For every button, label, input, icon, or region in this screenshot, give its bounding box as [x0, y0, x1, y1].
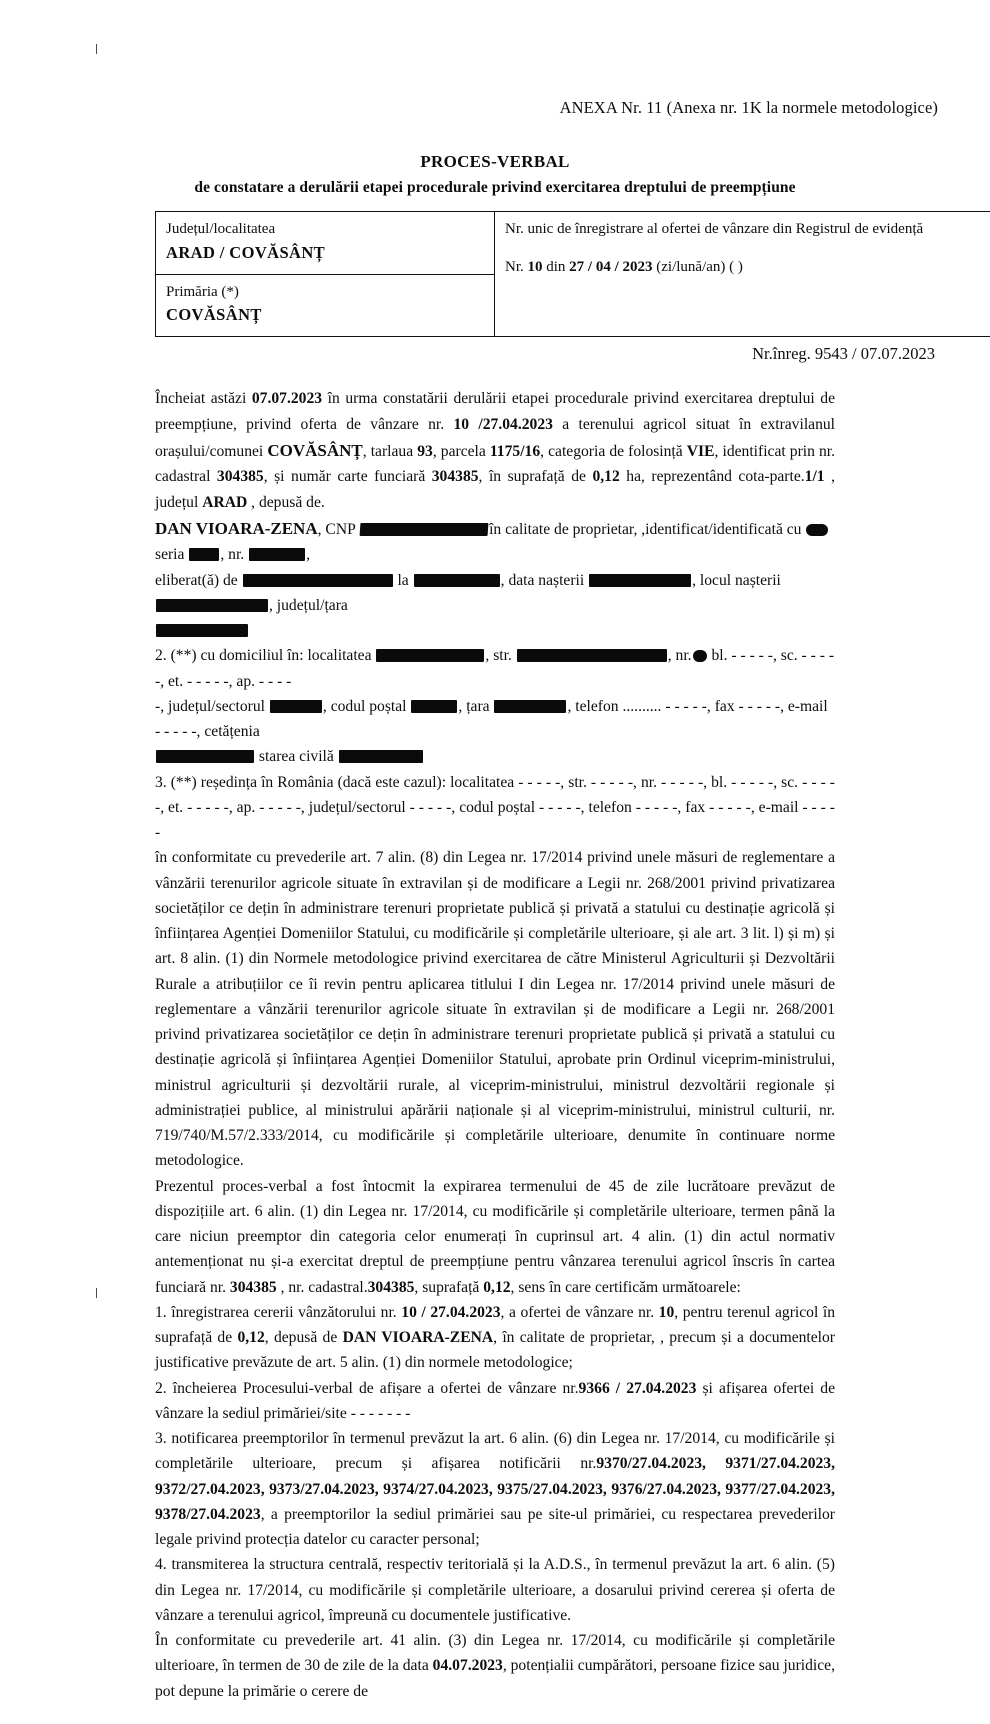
judet-label: Județul/localitatea [166, 219, 484, 241]
intro-text-d: , tarlaua [363, 443, 417, 460]
p6-text-b: , nr. cadastral. [277, 1279, 368, 1296]
intro-tarla: 93 [417, 443, 433, 460]
domicile-label: 2. (**) cu domiciliul în: localitatea [155, 647, 375, 664]
p6-text-c: , suprafață [414, 1279, 483, 1296]
primaria-cell [156, 274, 495, 337]
owner-text-b: în calitate de proprietar, ,identificat/identificată cu [489, 521, 805, 538]
intro-text-a: Încheiat astăzi [155, 390, 252, 407]
issued-label: eliberat(ă) de [155, 572, 242, 589]
intro-offer-nr: 10 /27.04.2023 [454, 416, 553, 433]
redaction-postal [411, 700, 457, 713]
contact-rest: , telefon .......... - - - - -, fax - - - - -, e-mail - - - - -, cetățenia [155, 698, 828, 740]
intro-cadastral: 304385 [217, 468, 264, 485]
nr-unic-value-line [505, 257, 990, 279]
paragraph-domicile-2 [155, 694, 835, 745]
paragraph-art41 [155, 1628, 835, 1704]
redaction-county [156, 624, 248, 637]
paragraph-intro [155, 386, 835, 515]
nr-din: din [546, 259, 565, 275]
item2-text-a: 2. încheierea Procesului-verbal de afișare a ofertei de vânzare nr. [155, 1380, 579, 1397]
item-4: 4. transmiterea la structura centrală, respectiv teritorială și la A.D.S., în termenul prevăzut la art. 6 alin. (5) din Legea nr. 17/2014, cu modificările și completările ulterioare, a dosarului privind cererea și oferta de vânzare a terenului agricol, împreună cu documentele justificative. [155, 1552, 835, 1628]
owner-cnp-label: , CNP [318, 521, 359, 538]
judet-value: ARAD / COVĂSÂNȚ [166, 241, 484, 265]
p6-text-a: Prezentul proces-verbal a fost întocmit la expirarea termenului de 45 de zile lucrătoare prevăzut de dispozițiile art. 6 alin. (1) din Legea nr. 17/2014, cu modificările și completările ulterioare, termen până la care niciun preemptor din categoria celor enumerați în cuprinsul art. 4 alin. (1) din actul normativ antemenționat nu și-a exercitat dreptul de preempțiune pentru vânzarea terenului agricol înscris în cartea funciară nr. [155, 1178, 835, 1296]
domicile-nr-label: , nr. [668, 647, 692, 664]
intro-date: 07.07.2023 [252, 390, 322, 407]
intro-text-b: în urma constatării derulării etapei procedurale privind exercitarea dreptului de preempțiune, privind oferta de vânzare nr. [155, 390, 835, 432]
redaction-country [494, 700, 566, 713]
intro-text-i: , în suprafață de [479, 468, 593, 485]
item2-text-b: și afișarea ofertei de vânzare la sediul primăriei/site - - - - - - - [155, 1380, 835, 1422]
paragraph-legal-basis: în conformitate cu prevederile art. 7 alin. (8) din Legea nr. 17/2014 privind unele măsuri de reglementare a vânzării terenurilor agricole situate în extravilan și de modificare a Legii nr. 268/2001 privind privatizarea societăților ce dețin în administrare terenuri proprietate publică și privată a statului cu destinație agricolă și înființarea Agenției Domeniilor Statului, cu modificările și completările ulterioare, și ale art. 3 lit. l) și m) și art. 8 alin. (1) din Normele metodologice privind exercitarea de către Ministerul Agriculturii și Dezvoltării Rurale a atribuțiilor ce îi revin pentru aplicarea titlului I din Legea nr. 17/2014 privind unele măsuri de reglementare a vânzării terenurilor agricole situate în extravilan și de modificare a Legii nr. 268/2001 privind privatizarea societăților ce dețin în administrare terenuri proprietate publică și privată a statului cu destinație agricolă și înființarea Agenției Domeniilor Statului, aprobate prin Ordinul viceprim-ministrului, ministrul agriculturii și dezvoltării rurale, al viceprim-ministrului, ministrul dezvoltării regionale și administrației publice, al ministrului apărării naționale și al viceprim-ministrului, ministrul culturii, nr. 719/740/M.57/2.333/2014, cu modificările și completările ulterioare, denumite în continuare norme metodologice. [155, 845, 835, 1173]
p6-cf: 304385 [230, 1279, 277, 1296]
judet-cell [156, 212, 495, 275]
item1-text-c: , pentru terenul agricol în suprafață de [155, 1304, 835, 1346]
redaction-sector [270, 700, 322, 713]
item1-request-nr: 10 / 27.04.2023 [401, 1304, 500, 1321]
paragraph-redaction-line [155, 618, 835, 643]
paragraph-residence: 3. (**) reședința în România (dacă este cazul): localitatea - - - - -, str. - - - - -, nr. - - - - -, bl. - - - - -, sc. - - - - -, et. - - - - -, ap. - - - - -, județul/sectorul - - - - -, codul poștal - - - - -, telefon - - - - -, fax - - - - -, e-mail - - - - - [155, 770, 835, 846]
header-info-table [155, 211, 990, 337]
redaction-issue-date [414, 574, 500, 587]
redaction-citizenship [156, 750, 254, 763]
item1-owner-name: DAN VIOARA-ZENA [343, 1329, 494, 1346]
domicile-street-label: , str. [485, 647, 515, 664]
domicile-rest: bl. - - - - -, sc. - - - - -, et. - - - - -, ap. - - - - [155, 647, 834, 689]
redaction-id-nr [249, 548, 305, 561]
redaction-cnp [360, 523, 489, 536]
primaria-value: COVĂSÂNȚ [166, 303, 484, 327]
birthdate-label: , data nașterii [501, 572, 588, 589]
document-title: PROCES-VERBAL [30, 152, 960, 172]
redaction-birthdate [589, 574, 691, 587]
document-body [155, 386, 835, 1704]
nr-suffix: (zi/lună/an) ( ) [656, 259, 743, 275]
redaction-id-type [806, 524, 828, 536]
redaction-street [517, 649, 667, 662]
redaction-house-nr [693, 650, 707, 662]
item-3 [155, 1426, 835, 1552]
paragraph-owner [155, 515, 835, 568]
intro-text-e: , parcela [433, 443, 490, 460]
p7-text-a: În conformitate cu prevederile art. 41 alin. (3) din Legea nr. 17/2014, cu modificările și completările ulterioare, în termen de 30 de zile de la data [155, 1632, 835, 1674]
postal-label: , codul poștal [323, 698, 411, 715]
margin-tick-bottom [96, 1288, 97, 1298]
item1-offer-nr: 10 [659, 1304, 675, 1321]
issued-at-label: la [394, 572, 413, 589]
p6-suprafata: 0,12 [483, 1279, 510, 1296]
redaction-seria [189, 548, 219, 561]
document-subtitle: de constatare a derulării etapei procedurale privind exercitarea dreptului de preempțiune [30, 179, 960, 197]
item-1 [155, 1300, 835, 1376]
item-2 [155, 1376, 835, 1427]
domicile-county-label: -, județul/sectorul [155, 698, 269, 715]
nr-unic-cell [495, 212, 990, 337]
p7-text-b: , potențialii cumpărători, persoane fizice sau juridice, pot depune la primărie o cerere de [155, 1657, 835, 1699]
item1-text-b: , a ofertei de vânzare nr. [501, 1304, 659, 1321]
intro-cf: 304385 [432, 468, 479, 485]
owner-name: DAN VIOARA-ZENA [155, 519, 318, 538]
intro-text-j: ha, reprezentând cota-parte. [620, 468, 805, 485]
intro-text-k: , județul [155, 468, 835, 510]
paragraph-45-days [155, 1174, 835, 1300]
table-row [156, 212, 990, 275]
redaction-issuer [243, 574, 393, 587]
intro-categorie: VIE [687, 443, 715, 460]
owner-text-c: , [306, 546, 310, 563]
item3-text-a: 3. notificarea preemptorilor în termenul prevăzut la art. 6 alin. (6) din Legea nr. 17/2014, cu modificările și completările ulterioare, precum și afișarea notificării nr. [155, 1430, 835, 1472]
redaction-civil-status [339, 750, 423, 763]
paragraph-civil-status [155, 744, 835, 769]
item2-pv-nr: 9366 / 27.04.2023 [579, 1380, 697, 1397]
item1-text-e: , în calitate de proprietar, , precum și a documentelor justificative prevăzute de art. 5 alin. (1) din normele metodologice; [155, 1329, 835, 1371]
owner-seria-label: seria [155, 546, 188, 563]
p6-cadastral: 304385 [368, 1279, 415, 1296]
paragraph-domicile [155, 643, 835, 694]
intro-suprafata: 0,12 [592, 468, 619, 485]
country-label: , țara [458, 698, 493, 715]
item1-text-a: 1. înregistrarea cererii vânzătorului nr. [155, 1304, 401, 1321]
item3-notification-list: 9370/27.04.2023, 9371/27.04.2023, 9372/27.04.2023, 9373/27.04.2023, 9374/27.04.2023, 9375/27.04.2023, 9376/27.04.2023, 9377/27.04.2023, 9378/27.04.2023 [155, 1455, 835, 1523]
intro-text-l: , depusă de. [247, 494, 325, 511]
annex-reference: ANEXA Nr. 11 (Anexa nr. 1K la normele metodologice) [30, 98, 938, 118]
redaction-domicile-locality [376, 649, 484, 662]
p6-text-d: , sens în care certificăm următoarele: [511, 1279, 741, 1296]
item1-suprafata: 0,12 [237, 1329, 264, 1346]
paragraph-issued [155, 568, 835, 619]
intro-locality: COVĂSÂNȚ [267, 441, 362, 460]
intro-text-h: , și număr carte funciară [264, 468, 432, 485]
civil-status-label: starea civilă [255, 748, 338, 765]
intro-judet: ARAD [202, 494, 247, 511]
margin-tick-top [96, 44, 97, 54]
registration-number: Nr.înreg. 9543 / 07.07.2023 [30, 344, 935, 364]
item3-text-b: , a preemptorilor la sediul primăriei sau pe site-ul primăriei, cu respectarea prevederilor legale privind protecția datelor cu caracter personal; [155, 1506, 835, 1548]
p7-date: 04.07.2023 [433, 1657, 503, 1674]
intro-text-f: , categoria de folosință [540, 443, 687, 460]
nr-prefix: Nr. [505, 259, 524, 275]
intro-text-g: , identificat prin nr. cadastral [155, 443, 835, 486]
nr-date: 27 / 04 / 2023 [569, 259, 652, 275]
nr-value: 10 [528, 259, 543, 275]
birthplace-label: , locul nașterii [692, 572, 781, 589]
intro-parcela: 1175/16 [490, 443, 540, 460]
primaria-label: Primăria (*) [166, 282, 484, 304]
county-country-label: , județul/țara [269, 597, 348, 614]
intro-text-c: a terenului agricol situat în extravilanul orașului/comunei [155, 416, 835, 460]
item1-text-d: , depusă de [265, 1329, 343, 1346]
owner-nr-label: , nr. [220, 546, 248, 563]
redaction-birthplace [156, 599, 268, 612]
intro-cota: 1/1 [805, 468, 825, 485]
nr-unic-label: Nr. unic de înregistrare al ofertei de vânzare din Registrul de evidență [505, 219, 990, 241]
